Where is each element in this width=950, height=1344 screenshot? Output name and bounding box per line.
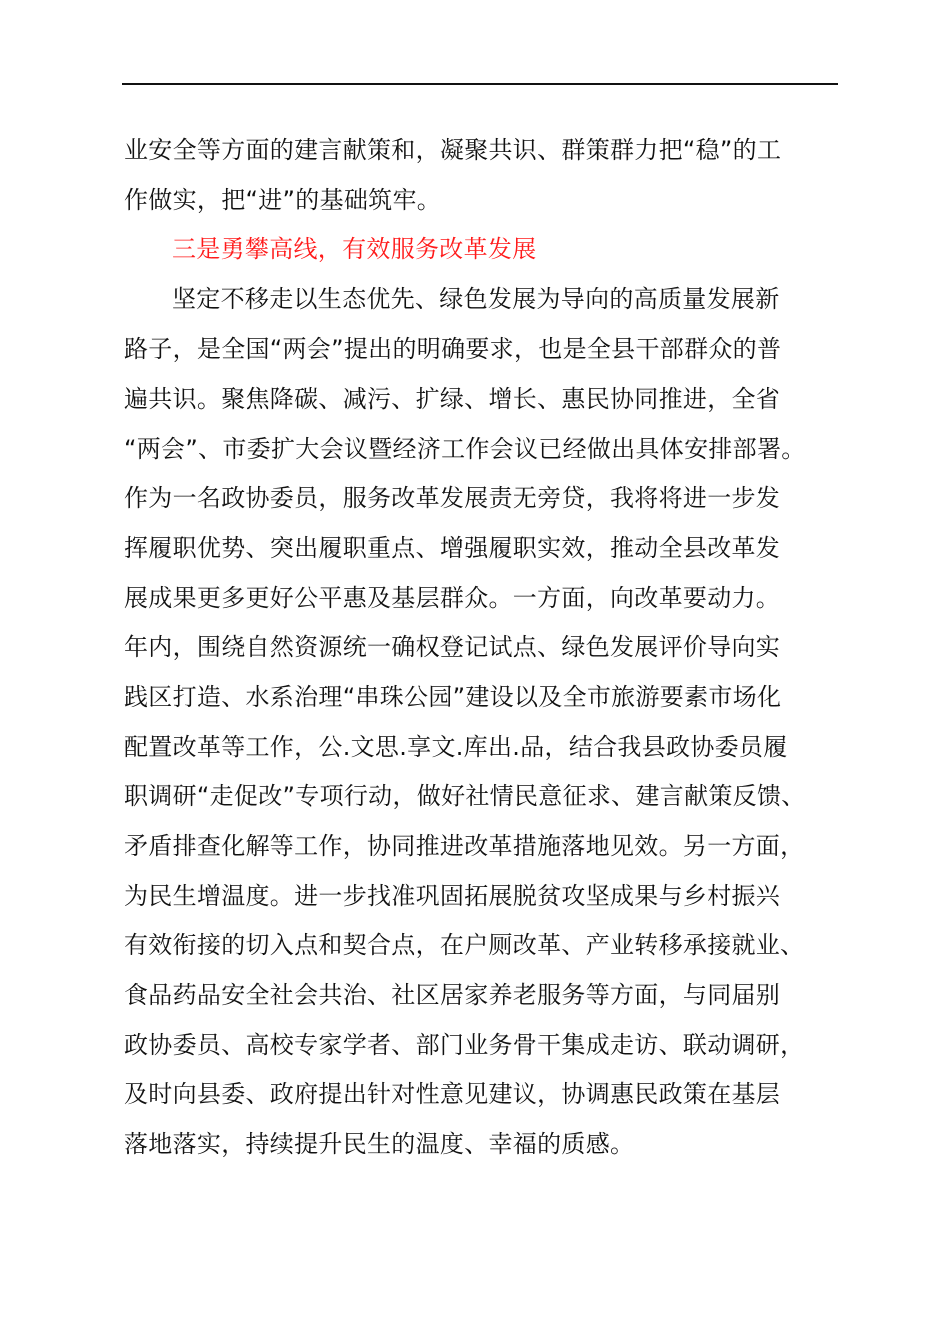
text-line: “两会”、市委扩大会议暨经济工作会议已经做出具体安排部署。 bbox=[124, 435, 806, 463]
text-line: 践区打造、水系治理“串珠公园”建设以及全市旅游要素市场化 bbox=[124, 683, 782, 711]
text-line: 展成果更多更好公平惠及基层群众。一方面，向改革要动力。 bbox=[124, 584, 781, 612]
section-heading: 三是勇攀高线，有效服务改革发展 bbox=[172, 235, 537, 263]
text-line: 落地落实，持续提升民生的温度、幸福的质感。 bbox=[124, 1130, 635, 1158]
text-line: 职调研“走促改”专项行动，做好社情民意征求、建言献策反馈、 bbox=[124, 782, 806, 810]
text-line: 有效衔接的切入点和契合点，在户厕改革、产业转移承接就业、 bbox=[124, 931, 805, 959]
text-line: 作做实，把“进”的基础筑牢。 bbox=[124, 186, 442, 214]
text-line: 矛盾排查化解等工作，协同推进改革措施落地见效。另一方面， bbox=[124, 832, 805, 860]
text-line: 遍共识。聚焦降碳、减污、扩绿、增长、惠民协同推进，全省 bbox=[124, 385, 781, 413]
text-line: 食品药品安全社会共治、社区居家养老服务等方面，与同届别 bbox=[124, 981, 781, 1009]
text-line: 年内，围绕自然资源统一确权登记试点、绿色发展评价导向实 bbox=[124, 633, 781, 661]
text-line: 挥履职优势、突出履职重点、增强履职实效，推动全县改革发 bbox=[124, 534, 781, 562]
text-line: 坚定不移走以生态优先、绿色发展为导向的高质量发展新 bbox=[172, 285, 780, 313]
text-line: 配置改革等工作，公.文思.享文.库出.品，结合我县政协委员履 bbox=[124, 733, 788, 761]
text-line: 路子，是全国“两会”提出的明确要求，也是全县干部群众的普 bbox=[124, 335, 782, 363]
text-line: 业安全等方面的建言献策和，凝聚共识、群策群力把“稳”的工 bbox=[124, 136, 782, 164]
header-rule bbox=[122, 83, 838, 85]
text-line: 作为一名政协委员，服务改革发展责无旁贷，我将将进一步发 bbox=[124, 484, 781, 512]
text-line: 及时向县委、政府提出针对性意见建议，协调惠民政策在基层 bbox=[124, 1080, 781, 1108]
text-line: 政协委员、高校专家学者、部门业务骨干集成走访、联动调研， bbox=[124, 1031, 805, 1059]
text-line: 为民生增温度。进一步找准巩固拓展脱贫攻坚成果与乡村振兴 bbox=[124, 882, 781, 910]
